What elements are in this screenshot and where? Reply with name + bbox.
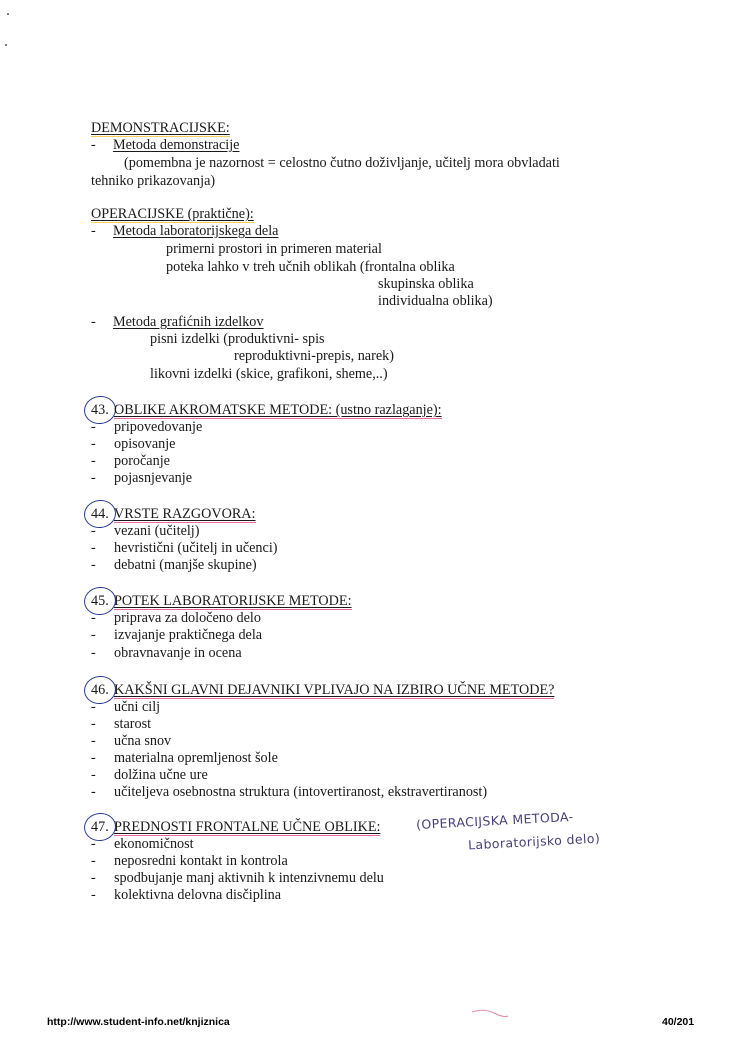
section-heading-demonstracijske: DEMONSTRACIJSKE: <box>91 120 230 136</box>
bullet: - <box>91 453 96 469</box>
question-heading-44: VRSTE RAZGOVORA: <box>114 506 256 522</box>
bullet: - <box>91 137 96 153</box>
method-demonstracije: Metoda demonstracije <box>113 137 240 153</box>
handwritten-note: (OPERACIJSKA METODA- <box>415 808 574 833</box>
scan-mark <box>7 13 9 15</box>
scan-mark <box>5 44 7 46</box>
bullet: - <box>91 836 96 852</box>
footer-url: http://www.student-info.net/knjiznica <box>47 1016 230 1028</box>
bullet: - <box>91 470 96 486</box>
list-item: dolžina učne ure <box>114 767 208 783</box>
list-item: pojasnjevanje <box>114 470 193 486</box>
note-line: (pomembna je nazornost = celostno čutno doživljanje, učitelj mora obvladati <box>124 155 560 171</box>
bullet: - <box>91 419 96 435</box>
question-number: 47. <box>91 819 109 835</box>
bullet: - <box>91 523 96 539</box>
section-heading-operacijske: OPERACIJSKE (praktične): <box>91 206 254 222</box>
list-item: izvajanje praktičnega dela <box>114 627 263 643</box>
question-heading-45: POTEK LABORATORIJSKE METODE: <box>114 593 352 609</box>
bullet: - <box>91 645 96 661</box>
pen-squiggle <box>470 1006 510 1020</box>
question-number: 44. <box>91 506 109 522</box>
bullet: - <box>91 750 96 766</box>
text-line: poteka lahko v treh učnih oblikah (frontalna oblika <box>166 259 455 275</box>
bullet: - <box>91 557 96 573</box>
bullet: - <box>91 610 96 626</box>
list-item: učiteljeva osebnostna struktura (intovertiranost, ekstravertiranost) <box>114 784 488 800</box>
list-item: kolektivna delovna disčiplina <box>114 887 282 903</box>
text-line: pisni izdelki (produktivni- spis <box>150 331 325 347</box>
list-item: učna snov <box>114 733 172 749</box>
bullet: - <box>91 436 96 452</box>
list-item: spodbujanje manj aktivnih k intenzivnemu delu <box>114 870 384 886</box>
list-item: obravnavanje in ocena <box>114 645 242 661</box>
bullet: - <box>91 223 96 239</box>
text-line: primerni prostori in primeren material <box>166 241 382 257</box>
bullet: - <box>91 887 96 903</box>
list-item: priprava za določeno delo <box>114 610 261 626</box>
note-line: tehniko prikazovanja) <box>91 173 216 189</box>
method-graficni-izdelki: Metoda grafićnih izdelkov <box>113 314 264 330</box>
bullet: - <box>91 784 96 800</box>
question-number: 43. <box>91 402 109 418</box>
bullet: - <box>91 627 96 643</box>
bullet: - <box>91 314 96 330</box>
question-heading-46: KAKŠNI GLAVNI DEJAVNIKI VPLIVAJO NA IZBIRO UČNE METODE? <box>114 682 555 698</box>
bullet: - <box>91 699 96 715</box>
question-heading-43: OBLIKE AKROMATSKE METODE: (ustno razlaganje): <box>114 402 442 418</box>
list-item: materialna opremljenost šole <box>114 750 278 766</box>
bullet: - <box>91 853 96 869</box>
text-line: likovni izdelki (skice, grafikoni, sheme,..) <box>150 366 388 382</box>
page-number: 40/201 <box>662 1016 695 1028</box>
list-item: učni cilj <box>114 699 161 715</box>
list-item: pripovedovanje <box>114 419 203 435</box>
text-line: skupinska oblika <box>378 276 474 292</box>
bullet: - <box>91 767 96 783</box>
list-item: hevristični (učitelj in učenci) <box>114 540 278 556</box>
list-item: starost <box>114 716 152 732</box>
question-heading-47: PREDNOSTI FRONTALNE UČNE OBLIKE: <box>114 819 381 835</box>
bullet: - <box>91 870 96 886</box>
text-line: reproduktivni-prepis, narek) <box>234 348 394 364</box>
bullet: - <box>91 540 96 556</box>
list-item: neposredni kontakt in kontrola <box>114 853 288 869</box>
list-item: opisovanje <box>114 436 176 452</box>
question-number: 46. <box>91 682 109 698</box>
method-laboratorijsko: Metoda laboratorijskega dela <box>113 223 279 239</box>
question-number: 45. <box>91 593 109 609</box>
text-line: individualna oblika) <box>378 293 493 309</box>
list-item: vezani (učitelj) <box>114 523 200 539</box>
list-item: debatni (manjše skupine) <box>114 557 257 573</box>
handwritten-note: Laboratorijsko delo) <box>467 830 601 853</box>
bullet: - <box>91 716 96 732</box>
list-item: poročanje <box>114 453 170 469</box>
bullet: - <box>91 733 96 749</box>
list-item: ekonomičnost <box>114 836 194 852</box>
